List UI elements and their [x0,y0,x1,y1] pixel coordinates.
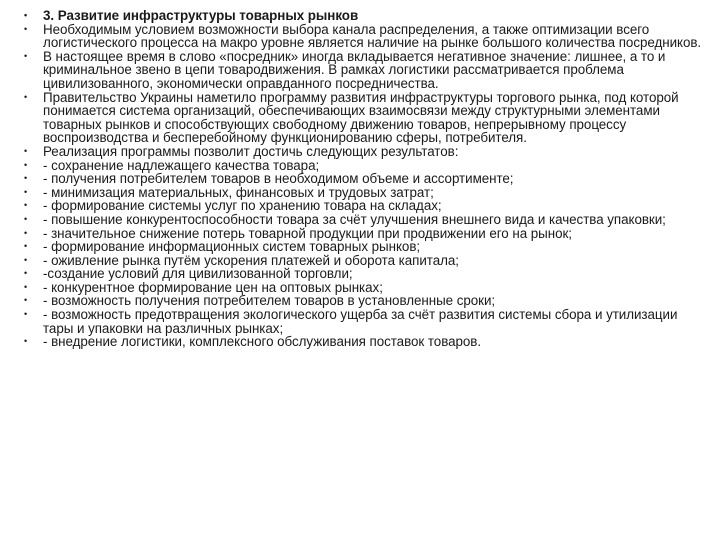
bullet-list [0,9,710,349]
bullet-item [0,267,710,281]
bullet-text: - внедрение логистики, комплексного обслуживания поставок товаров. [43,334,482,350]
bullet-text: Реализация программы позволит достичь следующих результатов: [43,143,459,159]
bullet-text: - возможность предотвращения экологического ущерба за счёт развития системы сбора и утилизации тары и упаковки на различных рынках; [43,307,678,336]
bullet-item [0,335,710,349]
bullet-dot-icon: • [24,91,28,102]
bullet-dot-icon: • [24,200,28,211]
bullet-text: Необходимым условием возможности выбора канала распределения, а также оптимизации всего логистического процесса на макро уровне является наличие на рынке большого количества посредников. [43,21,702,51]
bullet-text: - получения потребителем товаров в необходимом объеме и ассортименте; [43,171,514,187]
bullet-dot-icon: • [24,159,28,170]
bullet-item [0,240,710,254]
bullet-item [0,308,710,335]
bullet-text: 3. Развитие инфраструктуры товарных рынков [43,8,359,23]
bullet-dot-icon: • [24,254,28,265]
bullet-dot-icon: • [24,186,28,197]
bullet-item [0,281,710,295]
bullet-dot-icon: • [24,10,28,20]
bullet-item [0,159,710,173]
bullet-text: - значительное снижение потерь товарной продукции при продвижении его на рынок; [43,225,572,241]
bullet-text: - повышение конкурентоспособности товара за счёт улучшения внешнего вида и качества упаковки; [43,211,666,227]
bullet-item [0,91,710,145]
bullet-dot-icon: • [24,336,28,347]
bullet-dot-icon: • [24,227,28,238]
bullet-text: - оживление рынка путём ускорения платежей и оборота капитала; [43,252,459,268]
bullet-dot-icon: • [24,145,28,156]
bullet-dot-icon: • [24,241,28,252]
slide-heading [0,9,710,23]
bullet-text: - возможность получения потребителем товаров в установленные сроки; [43,293,496,309]
bullet-dot-icon: • [24,173,28,184]
bullet-text: - минимизация материальных, финансовых и трудовых затрат; [43,184,434,200]
bullet-item [0,227,710,241]
bullet-dot-icon: • [24,281,28,292]
bullet-text: - формирование информационных систем товарных рынков; [43,239,421,255]
bullet-item [0,186,710,200]
bullet-text: - сохранение надлежащего качества товара; [43,157,320,173]
bullet-item [0,145,710,159]
bullet-text: -создание условий для цивилизованной торговли; [43,266,353,282]
bullet-item [0,50,710,91]
bullet-item [0,294,710,308]
bullet-item [0,254,710,268]
bullet-item [0,172,710,186]
bullet-dot-icon: • [24,295,28,306]
bullet-dot-icon: • [24,50,28,61]
bullet-dot-icon: • [24,309,28,320]
bullet-text: Правительство Украины наметило программу развития инфраструктуры торгового рынка, под которой понимается система организаций, обеспечивающих взаимосвязи между структурными элементами товарных рынков и способствующих свободному движению товаров, непрерывному процессу воспроизводства и бесперебойному функционированию сферы, потребителя. [43,89,679,146]
bullet-item [0,213,710,227]
bullet-dot-icon: • [24,213,28,224]
bullet-item [0,199,710,213]
bullet-text: В настоящее время в слово «посредник» иногда вкладывается негативное значение: лишнее, а то и криминальное звено в цепи товародвижения. В рамках логистики рассматривается проблема цивилизованного, экономически оправданного посредничества. [43,48,666,91]
bullet-text: - формирование системы услуг по хранению товара на складах; [43,198,442,214]
bullet-item [0,23,710,50]
bullet-text: - конкурентное формирование цен на оптовых рынках; [43,279,383,295]
bullet-dot-icon: • [24,23,28,34]
bullet-dot-icon: • [24,268,28,279]
